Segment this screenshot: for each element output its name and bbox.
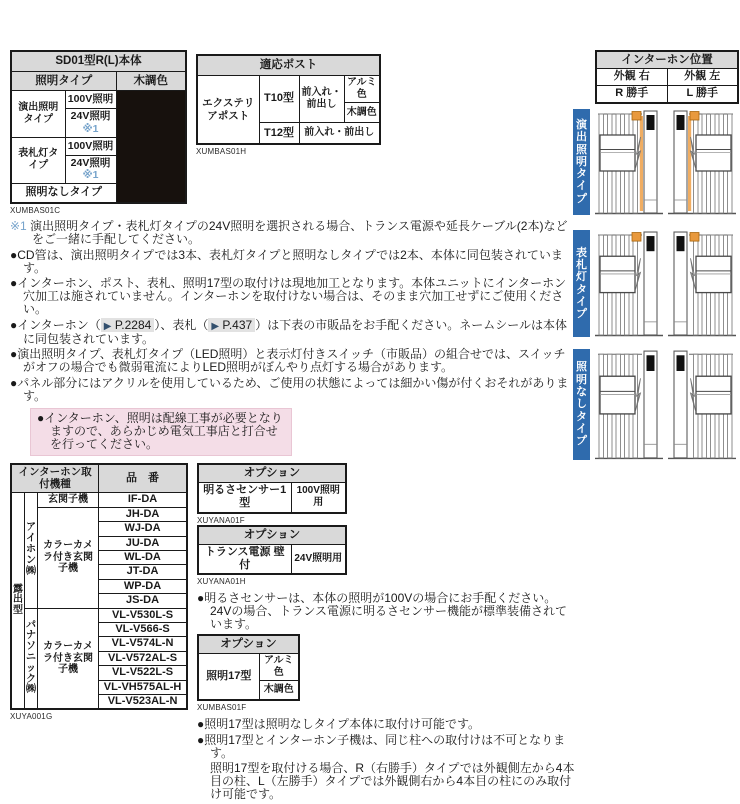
bullet: ● <box>197 591 205 606</box>
model-cell: IF-DA <box>99 493 187 507</box>
arrow-right-icon: ▶ <box>103 320 112 332</box>
note-cd-pipes <box>10 249 576 275</box>
note-brightness-sensor <box>197 592 576 631</box>
col-lighting-type: 照明タイプ <box>11 72 116 91</box>
model-cell: WP-DA <box>99 579 187 593</box>
table-code: XUYANA01F <box>197 515 245 525</box>
r-hand: R 勝手 <box>596 86 667 104</box>
bottom-section <box>10 463 576 804</box>
type-no-lighting: 照明なしタイプ <box>11 184 116 204</box>
color-wood: 木調色 <box>259 681 299 701</box>
bullet: ● <box>37 410 45 425</box>
note-text: 演出照明タイプ・表札灯タイプの24V照明を選択される場合、トランス電源や延長ケーブル(2本)などをご一緒に手配してください。 <box>30 219 568 247</box>
model-cell: VL-V572AL-S <box>99 651 187 665</box>
option-name: トランス電源 壁付 <box>198 544 291 574</box>
view-left: 外観 左 <box>667 69 738 86</box>
color-aluminum: アルミ色 <box>344 76 380 103</box>
col-wood-color: 木調色 <box>116 72 186 91</box>
l-hand: L 勝手 <box>667 86 738 104</box>
option-title: オプション <box>198 526 346 545</box>
page-ref-label: P.437 <box>222 317 253 332</box>
intercom-models-table <box>10 463 188 711</box>
bullet: ● <box>10 347 18 362</box>
brand-label: パナソニック㈱ <box>26 619 36 696</box>
brand-aiphone <box>25 493 38 608</box>
adapt-table-title: 適応ポスト <box>197 55 380 76</box>
model-cell: JH-DA <box>99 507 187 521</box>
unit-camera-entrance: カラーカメラ付き玄関子機 <box>38 507 99 608</box>
note-text: インターホン（ <box>17 317 101 332</box>
post-diagram-nameplate-l-hand <box>668 230 736 337</box>
option-name: 照明17型 <box>198 653 259 700</box>
footnote-mark: ※1 <box>82 169 99 182</box>
option-100v: 100V照明 <box>65 137 116 155</box>
page-ref-2284[interactable] <box>101 318 155 332</box>
note-onsite-work <box>10 277 576 316</box>
body-type-table <box>10 50 187 204</box>
note-light17-pillar <box>197 734 576 760</box>
exterior-post-label: エクステリアポスト <box>197 76 259 145</box>
note-light17-mount <box>197 718 576 731</box>
unit-entrance: 玄関子機 <box>38 493 99 507</box>
option-light17-table <box>197 634 300 701</box>
body-table-title: SD01型R(L)本体 <box>11 51 186 72</box>
model-cell: WL-DA <box>99 550 187 564</box>
notes-section <box>10 220 576 403</box>
model-cell: JU-DA <box>99 536 187 550</box>
top-tables-row <box>10 50 576 215</box>
bullet: ● <box>10 375 18 390</box>
post-diagram-stage-r-hand <box>595 109 663 215</box>
model-cell: VL-V522L-S <box>99 666 187 680</box>
arrow-right-icon: ▶ <box>211 320 220 332</box>
bullet: ● <box>10 317 18 332</box>
view-right: 外観 右 <box>596 69 667 86</box>
diagram-row-stage-lighting <box>573 109 740 215</box>
type-label-no-lighting <box>573 349 590 460</box>
body-type-table-block <box>10 50 187 215</box>
warning-body: インターホン、照明は配線工事が必要となりますので、あらかじめ電気工事店と打合せを行ってください。 <box>44 410 283 451</box>
table-code: XUMBAS01F <box>197 703 247 713</box>
main-column <box>10 50 576 804</box>
type-label-text: 演出照明タイプ <box>576 118 587 205</box>
type-label-text: 表札灯タイプ <box>576 246 587 321</box>
note-text: ）は下表の市販品をお手配ください。ネームシールは本体に同包装されています。 <box>23 317 567 346</box>
model-cell: VL-V566-S <box>99 622 187 636</box>
note-light17-position <box>197 762 576 801</box>
type-label-nameplate-light <box>573 230 590 337</box>
intercom-position-table <box>595 50 739 104</box>
bullet: ● <box>10 276 18 291</box>
note-intercom-refs <box>10 319 576 346</box>
model-cell: JS-DA <box>99 594 187 608</box>
option-24v-label: 24V照明 <box>70 156 111 169</box>
note-text: パネル部分にはアクリルを使用しているため、ご使用の状態によっては細かい傷が付くおそれがあります。 <box>17 375 569 403</box>
option-title: オプション <box>198 464 346 483</box>
note-text: ）、表札（ <box>154 317 209 332</box>
table-code: XUYA001G <box>10 712 53 722</box>
color-wood: 木調色 <box>344 103 380 123</box>
model-cell: VL-V523AL-N <box>99 694 187 709</box>
note-text: 明るさセンサーは、本体の照明が100Vの場合にお手配ください。24Vの場合、トランス電源に明るさセンサー機能が標準装備されています。 <box>204 591 567 632</box>
post-t12: T12型 <box>259 123 299 145</box>
col-product-number: 品 番 <box>99 464 187 493</box>
insert-type: 前入れ・前出し <box>299 76 344 123</box>
intercom-table-title: インターホン取付機種 <box>11 464 99 493</box>
post-diagram-nolight-l-hand <box>668 349 736 460</box>
post-diagram-stage-l-hand <box>668 109 736 215</box>
option-transformer-table <box>197 525 347 576</box>
option-100v: 100V照明 <box>65 91 116 109</box>
unit-camera-entrance: カラーカメラ付き玄関子機 <box>38 608 99 709</box>
note-led-glow <box>10 348 576 374</box>
wood-color-swatch <box>116 91 186 204</box>
note-text: 照明17型とインターホン子機は、同じ柱への取付けは不可となります。 <box>204 732 566 760</box>
position-table-title: インターホン位置 <box>596 51 738 69</box>
type-nameplate-light: 表札灯タイプ <box>11 137 65 184</box>
mount-type-exposed <box>11 493 25 710</box>
option-24v <box>65 109 116 138</box>
mount-type-label: 露出型 <box>13 583 23 617</box>
option-title: オプション <box>198 635 299 654</box>
type-label-text: 照明なしタイプ <box>576 361 587 448</box>
option-value: 100V照明用 <box>291 482 346 512</box>
model-cell: JT-DA <box>99 565 187 579</box>
brand-panasonic <box>25 608 38 709</box>
footnote-mark: ※1 <box>10 219 27 234</box>
model-cell: VL-V574L-N <box>99 637 187 651</box>
option-name: 明るさセンサー1型 <box>198 482 291 512</box>
model-cell: VL-V530L-S <box>99 608 187 622</box>
wiring-warning-box <box>30 408 292 456</box>
note-text: 照明17型は照明なしタイプ本体に取付け可能です。 <box>204 717 481 732</box>
table-code: XUYANA01H <box>197 577 246 587</box>
type-label-stage-lighting <box>573 109 590 215</box>
post-t10: T10型 <box>259 76 299 123</box>
table-code: XUMBAS01H <box>196 147 247 157</box>
option-24v <box>65 155 116 184</box>
warning-text <box>37 412 285 451</box>
adaptable-post-table <box>196 54 381 145</box>
footnote-mark: ※1 <box>82 122 99 135</box>
option-24v-label: 24V照明 <box>70 110 111 122</box>
note-text: CD管は、演出照明タイプでは3本、表札灯タイプと照明なしタイプでは2本、本体に同包装されています。 <box>17 247 563 275</box>
note-text: 照明17型を取付ける場合、R（右勝手）タイプでは外観側左から4本目の柱、L（左勝手）タイプでは外観側右から4本目の柱にのみ取付け可能です。 <box>210 761 575 802</box>
intercom-models-block <box>10 463 188 722</box>
light17-notes <box>197 718 576 801</box>
bullet: ● <box>197 732 205 747</box>
note-acrylic-panel <box>10 377 576 403</box>
table-code: XUMBAS01C <box>10 206 61 216</box>
adaptable-post-table-block <box>196 54 381 156</box>
post-diagram-nolight-r-hand <box>595 349 663 460</box>
insert-type: 前入れ・前出し <box>299 123 380 145</box>
type-stage-lighting: 演出照明タイプ <box>11 91 65 138</box>
model-cell: VL-VH575AL-H <box>99 680 187 694</box>
model-cell: WJ-DA <box>99 522 187 536</box>
page-ref-437[interactable] <box>208 318 255 332</box>
bullet: ● <box>197 717 205 732</box>
options-column <box>197 463 576 804</box>
option-value: 24V照明用 <box>291 544 346 574</box>
page-ref-label: P.2284 <box>114 317 152 332</box>
diagram-row-nameplate-light <box>573 230 740 337</box>
post-diagram-nameplate-r-hand <box>595 230 663 337</box>
diagram-row-no-lighting <box>573 349 740 460</box>
color-aluminum: アルミ色 <box>259 653 299 680</box>
bullet: ● <box>10 247 18 262</box>
note-24v-transformer <box>10 220 576 246</box>
note-text: 演出照明タイプ、表札灯タイプ（LED照明）と表示灯付きスイッチ（市販品）の組合せでは、スイッチがオフの場合でも微弱電流によりLED照明がぼんやり点灯する場合があります。 <box>17 347 566 375</box>
position-diagrams-column <box>573 50 740 460</box>
brand-label: アイホン㈱ <box>26 522 36 577</box>
note-text: インターホン、ポスト、表札、照明17型の取付けは現地加工となります。本体ユニットにインターホン穴加工は施されていません。インターホンを取付けない場合は、そのまま穴加工せずにご使用ください。 <box>17 276 567 317</box>
option-sensor-table <box>197 463 347 514</box>
